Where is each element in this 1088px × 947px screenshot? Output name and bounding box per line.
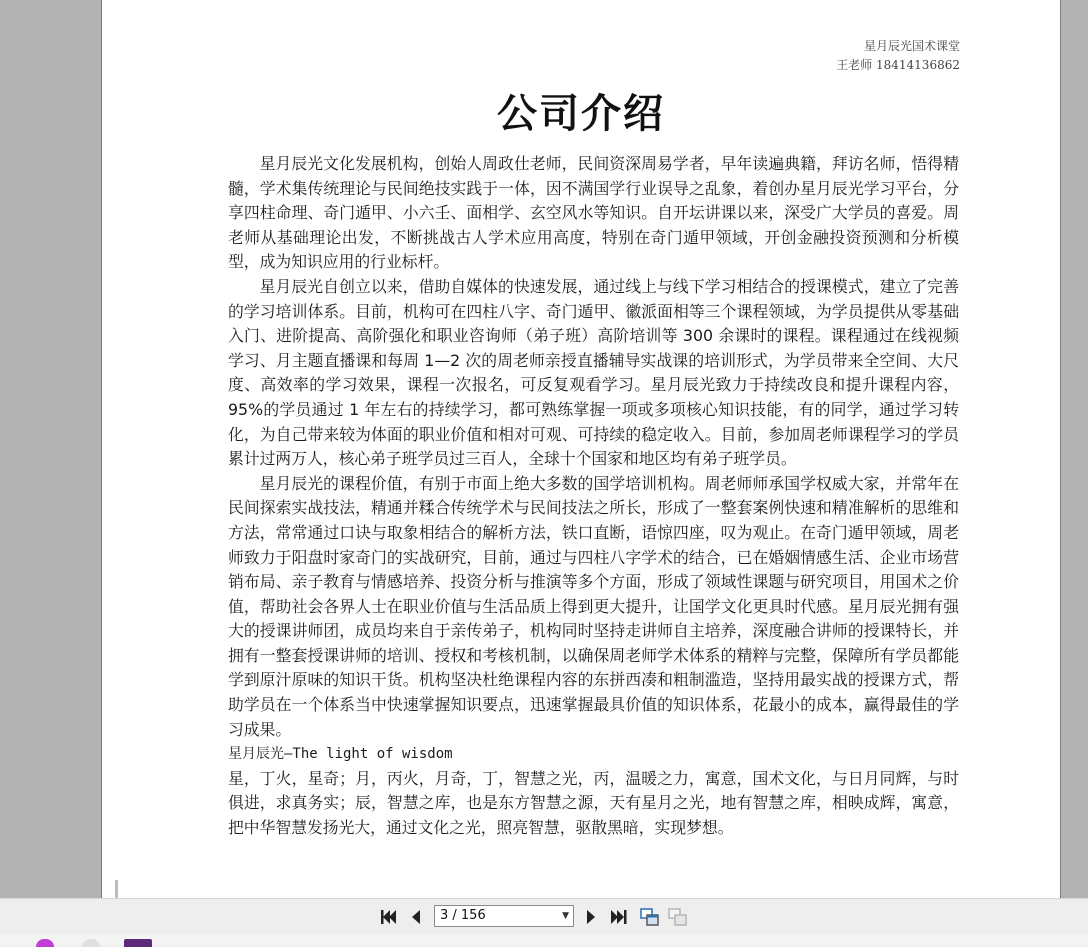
dropdown-caret-icon: ▼ [562, 911, 569, 921]
last-page-button[interactable] [609, 907, 629, 927]
document-body [228, 152, 959, 841]
first-page-button[interactable] [378, 907, 398, 927]
window-copy-disabled-button[interactable] [668, 907, 688, 927]
viewer-gutter-right [1061, 0, 1088, 898]
paragraph-2: 星月辰光自创立以来，借助自媒体的快速发展，通过线上与线下学习相结合的授课模式，建立了完善的学习培训体系。目前，机构可在四柱八字、奇门遁甲、徽派面相等三个课程领域，为学员提供从零基础入门、进阶提高、高阶强化和职业咨询师（弟子班）高阶培训等 300 余课时的课程。课程通过在线视频学习、月主题直播课和每周 1—2 次的周老师亲授直播辅导实战课的培训形式，为学员带来全空间、大尺度、高效率的学习效果，课程一次报名，可反复观看学习。星月辰光致力于持续改良和提升课程内容，95%的学员通过 1 年左右的持续学习，都可熟练掌握一项或多项核心知识技能，有的同学，通过学习转化，为自己带来较为体面的职业价值和相对可观、可持续的稳定收入。目前，参加周老师课程学习的学员累计过两万人，核心弟子班学员过三百人，全球十个国家和地区均有弟子班学员。 [228, 276, 959, 469]
pdf-navigation-toolbar [0, 898, 1088, 935]
scan-edge-mark [115, 880, 118, 898]
slogan-line: 星月辰光—The light of wisdom [228, 746, 453, 763]
page-title: 公司介绍 [497, 90, 665, 137]
page-indicator: 3 / 156 [440, 908, 486, 923]
taskbar-app-icon[interactable] [36, 939, 54, 947]
taskbar-app-icon[interactable] [124, 939, 152, 947]
window-copy-icon [640, 907, 660, 927]
page-number-dropdown[interactable] [434, 905, 574, 927]
previous-page-button[interactable] [406, 907, 426, 927]
header-line-2: 王老师 18414136862 [836, 58, 960, 72]
first-page-icon [379, 908, 397, 926]
taskbar-strip [0, 934, 1088, 945]
taskbar-app-icon[interactable] [82, 939, 100, 947]
header-line-1: 星月辰光国术课堂 [863, 39, 960, 53]
viewer-gutter-left [0, 0, 101, 898]
paragraph-1: 星月辰光文化发展机构，创始人周政仕老师，民间资深周易学者，早年读遍典籍，拜访名师，悟得精髓，学术集传统理论与民间绝技实践于一体，因不满国学行业误导之乱象，着创办星月辰光学习平台，分享四柱命理、奇门遁甲、小六壬、面相学、玄空风水等知识。自开坛讲课以来，深受广大学员的喜爱。周老师从基础理论出发，不断挑战古人学术应用高度，特别在奇门遁甲领域，开创金融投资预测和分析模型，成为知识应用的行业标杆。 [228, 154, 959, 272]
window-copy-button[interactable] [640, 907, 660, 927]
window-copy-disabled-icon [668, 907, 688, 927]
document-page [101, 0, 1061, 898]
next-page-icon [582, 908, 600, 926]
last-page-icon [610, 908, 628, 926]
previous-page-icon [407, 908, 425, 926]
page-header-note [836, 37, 960, 75]
closing-paragraph: 星，丁火，星奇；月，丙火，月奇，丁，智慧之光，丙，温暖之力，寓意，国术文化，与日月同辉，与时俱进，求真务实；辰，智慧之库，也是东方智慧之源，天有星月之光，地有智慧之库，相映成辉，寓意，把中华智慧发扬光大，通过文化之光，照亮智慧，驱散黑暗，实现梦想。 [228, 768, 959, 838]
next-page-button[interactable] [581, 907, 601, 927]
paragraph-3: 星月辰光的课程价值，有别于市面上绝大多数的国学培训机构。周老师师承国学权威大家，并常年在民间探索实战技法，精通并糅合传统学术与民间技法之所长，形成了一整套案例快速和精准解析的思维和方法，常常通过口诀与取象相结合的解析方法，铁口直断，语惊四座，叹为观止。在奇门遁甲领域，周老师致力于阳盘时家奇门的实战研究，目前，通过与四柱八字学术的结合，已在婚姻情感生活、企业市场营销布局、亲子教育与情感培养、投资分析与推演等多个方面，形成了领域性课题与研究项目，用国术之价值，帮助社会各界人士在职业价值与生活品质上得到更大提升，让国学文化更具时代感。星月辰光拥有强大的授课讲师团，成员均来自于亲传弟子，机构同时坚持走讲师自主培养，深度融合讲师的授课特长，并拥有一整套授课讲师的培训、授权和考核机制，以确保周老师学术体系的精粹与完整，保障所有学员都能学到原汁原味的知识干货。机构坚决杜绝课程内容的东拼西凑和粗制滥造，坚持用最实战的授课方式，帮助学员在一个体系当中快速掌握知识要点，迅速掌握最具价值的知识体系，花最小的成本，赢得最佳的学习成果。 [228, 473, 959, 739]
